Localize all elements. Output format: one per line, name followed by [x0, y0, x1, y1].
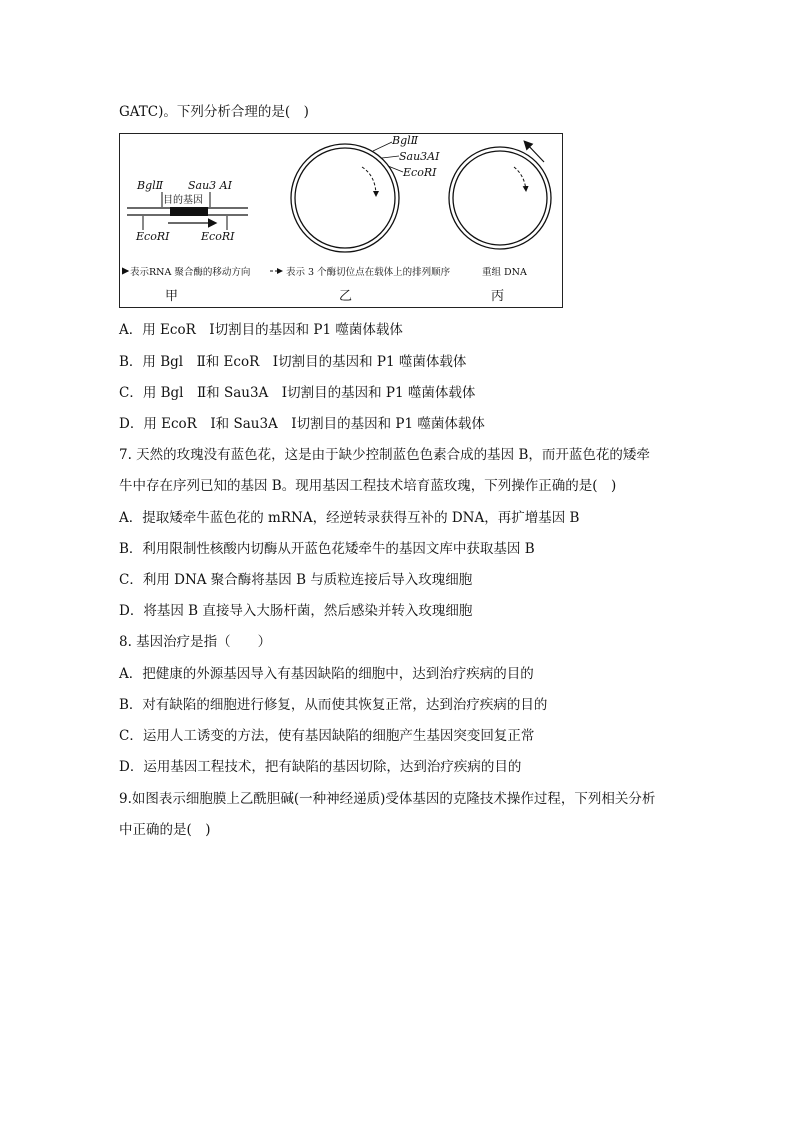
yi-bgl-pointer [373, 142, 392, 151]
q6-option-c: C．用 Bgl Ⅱ和 Sau3A Ⅰ切割目的基因和 P1 噬菌体载体 [119, 385, 476, 401]
q8-stem: 8. 基因治疗是指（ ） [119, 634, 272, 650]
panel-yi [270, 134, 451, 304]
yi-panel-label: 乙 [339, 289, 353, 304]
bing-panel-label: 丙 [491, 289, 505, 304]
yi-plasmid-inner [295, 148, 395, 248]
jia-legend: 表示RNA 聚合酶的移动方向 [130, 267, 251, 278]
jia-target-gene-block [170, 207, 208, 216]
q7-stem-line1: 7. 天然的玫瑰没有蓝色花，这是由于缺少控制蓝色色素合成的基因 B，而开蓝色花的矮牵 [119, 447, 650, 463]
q6-stem-tail: GATC)。下列分析合理的是( ) [119, 104, 309, 120]
q7-option-d: D．将基因 B 直接导入大肠杆菌，然后感染并转入玫瑰细胞 [119, 603, 473, 619]
bing-rna-pol-arrow [525, 142, 544, 162]
q8-option-a: A．把健康的外源基因导入有基因缺陷的细胞中，达到治疗疾病的目的 [119, 666, 534, 682]
jia-sau-label: Sau3 AI [188, 179, 232, 192]
q6-figure [119, 133, 563, 308]
q9-stem-line1: 9.如图表示细胞膜上乙酰胆碱(一种神经递质)受体基因的克隆技术操作过程，下列相关分析 [119, 791, 656, 807]
jia-bgl-label: BglⅡ [137, 179, 164, 192]
q7-stem-line2: 牛中存在序列已知的基因 B。现用基因工程技术培育蓝玫瑰，下列操作正确的是( ) [119, 478, 617, 494]
bing-recombinant-inner [453, 151, 547, 245]
q9-stem-line2: 中正确的是( ) [119, 822, 211, 838]
yi-bgl-label: BglⅡ [392, 134, 419, 147]
yi-legend: 表示 3 个酶切位点在载体上的排列顺序 [286, 267, 451, 278]
yi-sau-label: Sau3AI [399, 150, 440, 163]
yi-site-order-arrow [362, 167, 376, 196]
q7-option-c: C．利用 DNA 聚合酶将基因 B 与质粒连接后导入玫瑰细胞 [119, 572, 473, 588]
q6-option-d: D．用 EcoR Ⅰ和 Sau3A Ⅰ切割目的基因和 P1 噬菌体载体 [119, 416, 485, 432]
bing-legend: 重组 DNA [482, 267, 527, 278]
yi-sau-pointer [382, 156, 399, 158]
yi-plasmid-outer [291, 144, 399, 252]
jia-ecor-left-label: EcoRⅠ [136, 230, 170, 243]
bing-recombinant-outer [449, 147, 551, 249]
q8-option-b: B．对有缺陷的细胞进行修复，从而使其恢复正常，达到治疗疾病的目的 [119, 697, 548, 713]
q6-figure-svg [120, 134, 562, 307]
panel-jia [122, 179, 250, 304]
q8-option-c: C．运用人工诱变的方法，使有基因缺陷的细胞产生基因突变回复正常 [119, 728, 535, 744]
q8-option-d: D．运用基因工程技术，把有缺陷的基因切除，达到治疗疾病的目的 [119, 759, 522, 775]
q7-option-a: A．提取矮牵牛蓝色花的 mRNA，经逆转录获得互补的 DNA，再扩增基因 B [119, 510, 580, 526]
bing-site-order-arrow [514, 167, 526, 191]
jia-target-gene-label: 目的基因 [163, 195, 203, 206]
q6-option-a: A．用 EcoR Ⅰ切割目的基因和 P1 噬菌体载体 [119, 322, 403, 338]
jia-panel-label: 甲 [165, 289, 179, 304]
panel-bing [449, 142, 551, 304]
yi-ecor-label: EcoRⅠ [403, 166, 437, 179]
q7-option-b: B．利用限制性核酸内切酶从开蓝色花矮牵牛的基因文库中获取基因 B [119, 541, 535, 557]
q6-option-b: B．用 Bgl Ⅱ和 EcoR Ⅰ切割目的基因和 P1 噬菌体载体 [119, 354, 467, 370]
jia-ecor-right-label: EcoRⅠ [201, 230, 235, 243]
